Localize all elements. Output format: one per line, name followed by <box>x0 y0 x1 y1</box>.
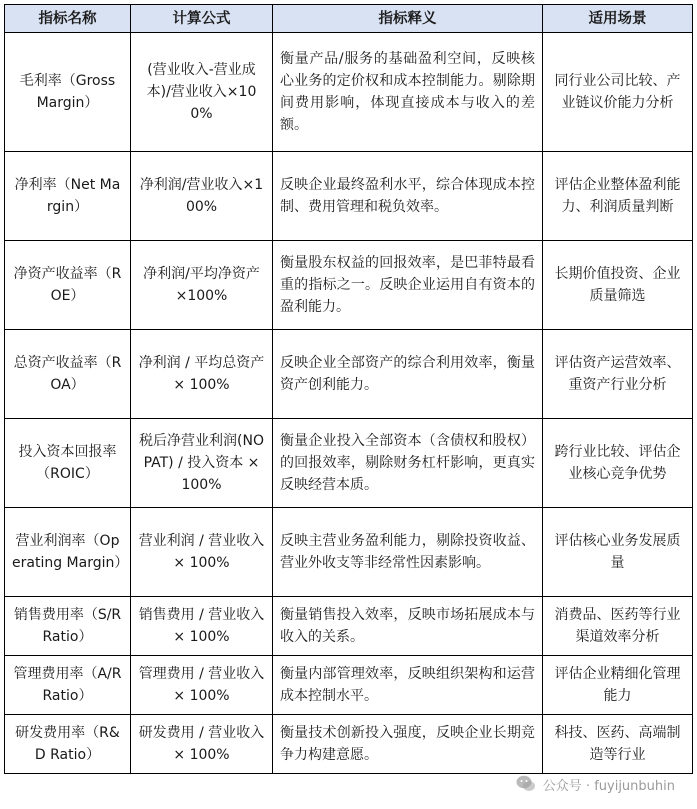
metric-formula: 净利润 / 平均总资产 × 100% <box>131 330 273 419</box>
metric-name: 销售费用率（S/R Ratio） <box>5 597 131 656</box>
metric-formula: (营业收入-营业成本)/营业收入×100% <box>131 33 273 152</box>
metric-scenario: 评估核心业务发展质量 <box>543 508 693 597</box>
metric-definition: 衡量产品/服务的基础盈利空间，反映核心业务的定价权和成本控制能力。剔除期间费用影响，体现直接成本与收入的差额。 <box>273 33 543 152</box>
metric-scenario: 评估企业精细化管理能力 <box>543 656 693 715</box>
metric-name: 净资产收益率（ROE） <box>5 241 131 330</box>
table-row <box>5 419 693 508</box>
metric-scenario: 评估企业整体盈利能力、利润质量判断 <box>543 152 693 241</box>
metric-formula: 净利润/营业收入×100% <box>131 152 273 241</box>
metric-scenario: 跨行业比较、评估企业核心竞争优势 <box>543 419 693 508</box>
metric-name: 管理费用率（A/R Ratio） <box>5 656 131 715</box>
metric-scenario: 科技、医药、高端制造等行业 <box>543 715 693 774</box>
table-row <box>5 597 693 656</box>
metric-name: 总资产收益率（ROA） <box>5 330 131 419</box>
metric-name: 毛利率（Gross Margin） <box>5 33 131 152</box>
metric-definition: 反映企业全部资产的综合利用效率，衡量资产创利能力。 <box>273 330 543 419</box>
table-row <box>5 241 693 330</box>
metric-formula: 营业利润 / 营业收入 × 100% <box>131 508 273 597</box>
metric-scenario: 同行业公司比较、产业链议价能力分析 <box>543 33 693 152</box>
table-row <box>5 715 693 774</box>
header-metric-name: 指标名称 <box>5 5 131 33</box>
metric-name: 投入资本回报率（ROIC） <box>5 419 131 508</box>
metric-formula: 净利润/平均净资产×100% <box>131 241 273 330</box>
metric-name: 研发费用率（R&D Ratio） <box>5 715 131 774</box>
table-row <box>5 33 693 152</box>
metric-name: 净利率（Net Margin） <box>5 152 131 241</box>
watermark-text: 公众号 · fuyijunbuhin <box>542 778 675 794</box>
metric-definition: 衡量企业投入全部资本（含债权和股权）的回报效率，剔除财务杠杆影响，更真实反映经营本质。 <box>273 419 543 508</box>
table-row <box>5 152 693 241</box>
metric-formula: 税后净营业利润(NOPAT) / 投入资本 × 100% <box>131 419 273 508</box>
metric-scenario: 消费品、医药等行业渠道效率分析 <box>543 597 693 656</box>
metric-formula: 研发费用 / 营业收入 × 100% <box>131 715 273 774</box>
metric-definition: 衡量股东权益的回报效率，是巴菲特最看重的指标之一。反映企业运用自有资本的盈利能力。 <box>273 241 543 330</box>
table-header-row <box>5 5 693 33</box>
header-scenario: 适用场景 <box>543 5 693 33</box>
table-row <box>5 656 693 715</box>
table-row <box>5 508 693 597</box>
wechat-icon <box>515 773 537 795</box>
header-definition: 指标释义 <box>273 5 543 33</box>
watermark <box>515 773 675 795</box>
metric-name: 营业利润率（Operating Margin） <box>5 508 131 597</box>
financial-metrics-table <box>4 4 693 774</box>
metric-definition: 衡量内部管理效率，反映组织架构和运营成本控制水平。 <box>273 656 543 715</box>
metric-definition: 反映主营业务盈利能力，剔除投资收益、营业外收支等非经常性因素影响。 <box>273 508 543 597</box>
metric-definition: 衡量技术创新投入强度，反映企业长期竞争力构建意愿。 <box>273 715 543 774</box>
header-formula: 计算公式 <box>131 5 273 33</box>
metric-scenario: 评估资产运营效率、重资产行业分析 <box>543 330 693 419</box>
metric-definition: 衡量销售投入效率，反映市场拓展成本与收入的关系。 <box>273 597 543 656</box>
metric-scenario: 长期价值投资、企业质量筛选 <box>543 241 693 330</box>
metric-definition: 反映企业最终盈利水平，综合体现成本控制、费用管理和税负效率。 <box>273 152 543 241</box>
metric-formula: 销售费用 / 营业收入 × 100% <box>131 597 273 656</box>
metric-formula: 管理费用 / 营业收入 × 100% <box>131 656 273 715</box>
table-row <box>5 330 693 419</box>
